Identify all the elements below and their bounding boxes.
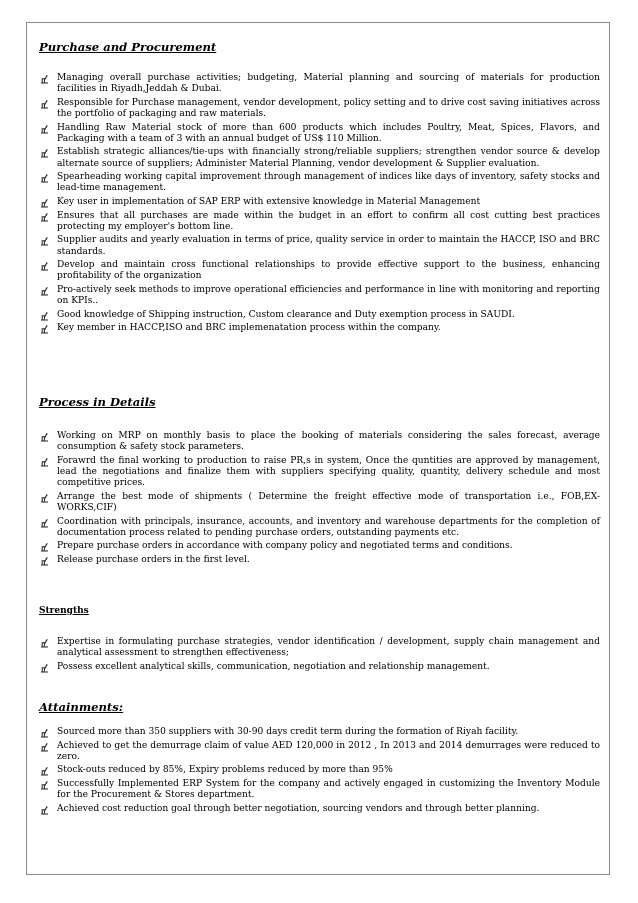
purchase-heading: Purchase and Procurement <box>39 40 217 54</box>
process-heading: Process in Details <box>39 395 156 409</box>
purchase-item-text: Ensures that all purchases are made within the budget in an effort to confirm all cost cutting best practices protecting my employer's bottom line. <box>57 210 600 232</box>
process-list-item <box>39 456 600 490</box>
attainments-item-text: Achieved cost reduction goal through better negotiation, sourcing vendors and through better planning. <box>57 803 540 814</box>
bullet-icon <box>40 236 49 246</box>
purchase-list-item <box>39 73 600 95</box>
bullet-icon <box>40 173 49 183</box>
purchase-list-item <box>39 98 600 120</box>
purchase-item-text: Supplier audits and yearly evaluation in terms of price, quality service in order to maintain the HACCP, ISO and BRC standards. <box>57 235 600 257</box>
strengths-list-item <box>39 662 600 673</box>
bullet-icon <box>40 663 49 673</box>
purchase-item-text: Handling Raw Material stock of more than 600 products which includes Poultry, Meat, Spices, Flavors, and Packaging with a team of 3 with an annual budget of US$ 110 Million. <box>57 122 600 144</box>
bullet-icon <box>40 742 49 752</box>
bullet-icon <box>40 212 49 222</box>
purchase-list-item <box>39 197 600 208</box>
bullet-icon <box>40 324 49 334</box>
purchase-list-item <box>39 235 600 257</box>
process-list <box>39 431 600 569</box>
process-list-item <box>39 555 600 566</box>
process-list-item <box>39 517 600 539</box>
attainments-list-item <box>39 779 600 801</box>
strengths-list-item <box>39 637 600 659</box>
purchase-item-text: Key member in HACCP,ISO and BRC implemenatation process within the company. <box>57 323 441 334</box>
attainments-heading: Attainments: <box>39 700 124 714</box>
attainments-item-text: Sourced more than 350 suppliers with 30-90 days credit term during the formation of Riyah facility. <box>57 727 519 737</box>
process-item-text: Prepare purchase orders in accordance with company policy and negotiated terms and conditions. <box>57 541 513 552</box>
purchase-item-text: Key user in implementation of SAP ERP with extensive knowledge in Material Management <box>57 196 481 207</box>
purchase-list-item <box>39 147 600 169</box>
process-item-text: Coordination with principals, insurance, accounts, and inventory and warehouse departments for the completion of documentation process related to pending purchase orders, outstanding payments etc. <box>57 516 600 538</box>
purchase-list-item <box>39 310 600 321</box>
purchase-item-text: Spearheading working capital improvement through management of indices like days of inventory, safety stocks and lead-time management. <box>57 172 600 194</box>
bullet-icon <box>40 766 49 776</box>
bullet-icon <box>40 432 49 442</box>
bullet-icon <box>40 148 49 158</box>
attainments-list <box>39 727 600 817</box>
attainments-list-item <box>39 741 600 763</box>
process-list-item <box>39 431 600 453</box>
process-list-item <box>39 492 600 514</box>
bullet-icon <box>40 99 49 109</box>
purchase-list-item <box>39 172 600 194</box>
purchase-list-item <box>39 211 600 233</box>
strengths-item-text: Expertise in formulating purchase strategies, vendor identification / development, supply chain management and analytical assessment to strengthen effectiveness; <box>57 637 600 659</box>
strengths-heading: Strengths <box>39 606 89 616</box>
bullet-icon <box>40 780 49 790</box>
process-item-text: Release purchase orders in the first level. <box>57 554 250 565</box>
bullet-icon <box>40 311 49 321</box>
process-item-text: Arrange the best mode of shipments ( Determine the freight effective mode of transportation i.e., FOB,EX-WORKS,CIF) <box>57 491 600 513</box>
process-item-text: Working on MRP on monthly basis to place the booking of materials considering the sales forecast, average consumption & safety stock parameters. <box>57 431 600 453</box>
attainments-item-text: Stock-outs reduced by 85%, Expiry problems reduced by more than 95% <box>57 765 393 776</box>
purchase-list-item <box>39 323 600 334</box>
attainments-list-item <box>39 804 600 815</box>
bullet-icon <box>40 74 49 84</box>
bullet-icon <box>40 457 49 467</box>
bullet-icon <box>40 261 49 271</box>
purchase-item-text: Good knowledge of Shipping instruction, Custom clearance and Duty exemption process in SAUDI. <box>57 309 515 320</box>
process-list-item <box>39 541 600 552</box>
bullet-icon <box>40 728 49 738</box>
purchase-item-text: Establish strategic alliances/tie-ups with financially strong/reliable suppliers; strengthen vendor source & develop alternate source of suppliers; Administer Material Planning, vendor development & Supplier evaluation. <box>57 147 600 169</box>
bullet-icon <box>40 518 49 528</box>
purchase-item-text: Develop and maintain cross functional relationships to provide effective support to the business, enhancing profitability of the organization <box>57 260 600 282</box>
bullet-icon <box>40 493 49 503</box>
strengths-item-text: Possess excellent analytical skills, communication, negotiation and relationship management. <box>57 661 490 672</box>
purchase-list <box>39 73 600 337</box>
attainments-list-item <box>39 765 600 776</box>
resume-page <box>26 22 610 875</box>
attainments-item-text: Successfully Implemented ERP System for the company and actively engaged in customizing the Inventory Module for the Procurement & Stores department. <box>57 778 600 801</box>
bullet-icon <box>40 556 49 566</box>
strengths-list <box>39 637 600 675</box>
process-item-text: Forawrd the final working to production to raise PR,s in system, Once the quntities are approved by management, lead the negotiations and finalize them with suppliers specifying quality, quantity, delivery schedule and most competitive prices. <box>57 455 600 489</box>
bullet-icon <box>40 286 49 296</box>
purchase-list-item <box>39 260 600 282</box>
bullet-icon <box>40 805 49 815</box>
attainments-list-item <box>39 727 600 738</box>
bullet-icon <box>40 124 49 134</box>
purchase-list-item <box>39 285 600 307</box>
purchase-item-text: Managing overall purchase activities; budgeting, Material planning and sourcing of materials for production facilities in Riyadh,Jeddah & Dubai. <box>57 73 600 95</box>
attainments-item-text: Achieved to get the demurrage claim of value AED 120,000 in 2012 , In 2013 and 2014 demurrages were reduced to zero. <box>57 740 600 762</box>
purchase-list-item <box>39 123 600 145</box>
bullet-icon <box>40 542 49 552</box>
purchase-item-text: Responsible for Purchase management, vendor development, policy setting and to drive cost saving initiatives across the portfolio of packaging and raw materials. <box>57 97 600 119</box>
bullet-icon <box>40 198 49 208</box>
bullet-icon <box>40 638 49 648</box>
purchase-item-text: Pro-actively seek methods to improve operational efficiencies and performance in line with monitoring and reporting on KPIs.. <box>57 284 600 307</box>
